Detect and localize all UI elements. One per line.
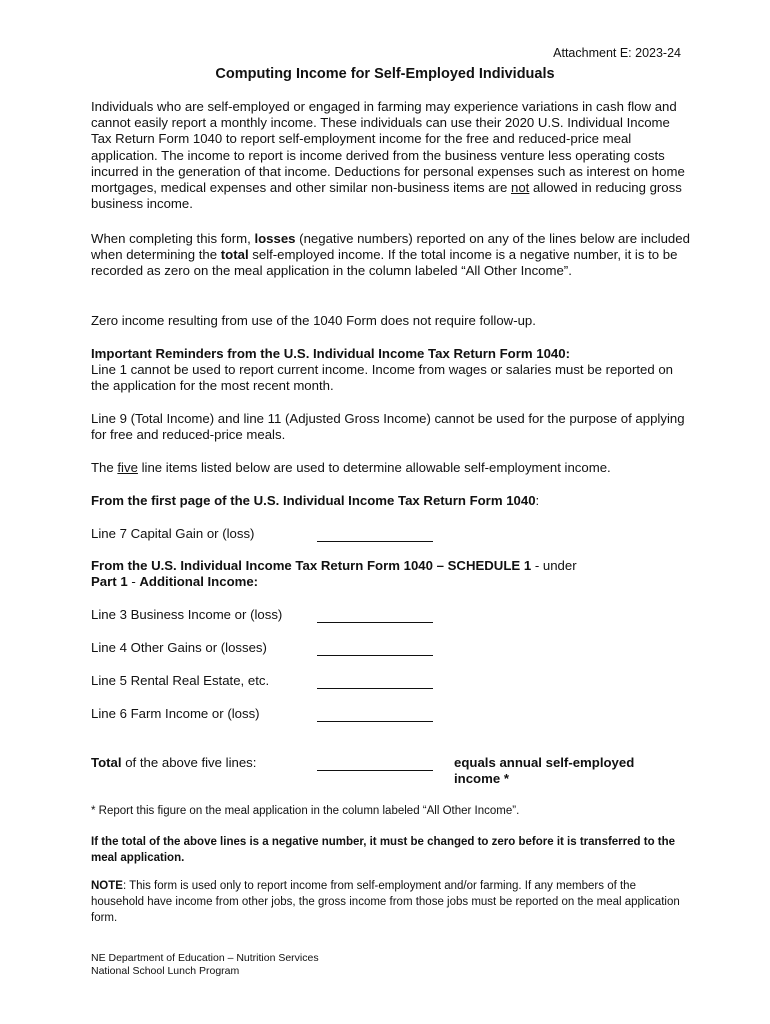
losses-text-b: (negative numbers) reported on any of the lines below are included when determining the	[91, 231, 690, 263]
line3-label: Line 3 Business Income or (loss)	[91, 607, 283, 622]
intro-text: Individuals who are self-employed or engaged in farming may experience variations in cash flow and cannot easily report a monthly income. These individuals can use their 2020 U.S. Individual Income Tax Return Form 1040 to report self-employment income for the free and reduced-price meal application. The income to report is income derived from the business venture less operating costs incurred in the generation of that income. Deductions for personal expenses such as interest on home mortgages, medical expenses and other similar non-business items are	[91, 99, 685, 196]
footer-line2: National School Lunch Program	[91, 964, 240, 977]
losses-paragraph	[91, 231, 691, 280]
first-page-heading	[91, 493, 691, 509]
line4-label: Line 4 Other Gains or (losses)	[91, 640, 267, 655]
total-bold: Total	[91, 755, 122, 770]
reminders-heading: Important Reminders from the U.S. Individual Income Tax Return Form 1040:	[91, 346, 570, 361]
intro-paragraph	[91, 99, 691, 212]
intro-text-end: allowed in reducing gross business income.	[91, 180, 682, 212]
first-page-colon: :	[535, 493, 540, 508]
line4-blank[interactable]	[317, 641, 433, 656]
line7-label: Line 7 Capital Gain or (loss)	[91, 526, 255, 541]
equals-line2: income *	[454, 771, 509, 787]
schedule-heading	[91, 558, 691, 590]
five-text-b: line items listed below are used to determine allowable self-employment income.	[137, 460, 611, 475]
losses-emphasis: losses	[254, 231, 296, 246]
negative-warning: If the total of the above lines is a negative number, it must be changed to zero before it is transferred to the meal application.	[91, 836, 676, 864]
total-rest: of the above five lines:	[121, 755, 257, 770]
reminder-line9: Line 9 (Total Income) and line 11 (Adjusted Gross Income) cannot be used for the purpose of applying for free and reduced-price meals.	[91, 411, 685, 443]
line5-blank[interactable]	[317, 674, 433, 689]
total-blank[interactable]	[317, 756, 433, 771]
part1-dash: -	[127, 574, 140, 590]
line5-label: Line 5 Rental Real Estate, etc.	[91, 673, 270, 688]
equals-line1: equals annual self-employed	[454, 755, 635, 770]
note-text: : This form is used only to report income from self-employment and/or farming. If any members of the household have income from other jobs, the gross income from those jobs must be reported on the meal application form.	[91, 880, 680, 924]
line6-blank[interactable]	[317, 707, 433, 722]
reminder-line1: Line 1 cannot be used to report current income. Income from wages or salaries must be reported on the application for the most recent month.	[91, 362, 674, 394]
five-text-a: The	[91, 460, 118, 475]
part1-title: Additional Income:	[139, 574, 259, 590]
page-title: Computing Income for Self-Employed Individuals	[215, 66, 555, 82]
five-emphasis: five	[117, 460, 138, 475]
total-label	[91, 755, 256, 770]
losses-text-a: When completing this form,	[91, 231, 255, 246]
footer-line1: NE Department of Education – Nutrition Services	[91, 952, 319, 964]
line6-label: Line 6 Farm Income or (loss)	[91, 706, 260, 721]
losses-text-c: self-employed income. If the total income is a negative number, it is to be recorded as zero on the meal application in the column labeled “All Other Income”.	[91, 247, 678, 279]
not-emphasis: not	[511, 180, 530, 196]
schedule-heading-text: From the U.S. Individual Income Tax Return Form 1040 – SCHEDULE 1	[91, 558, 532, 573]
part1-label: Part 1	[91, 574, 128, 590]
reminder-five-items	[91, 460, 691, 476]
equals-note	[454, 755, 634, 787]
total-emphasis: total	[220, 247, 249, 263]
note-label: NOTE	[91, 880, 123, 892]
first-page-heading-text: From the first page of the U.S. Individual Income Tax Return Form 1040	[91, 493, 536, 508]
line7-blank[interactable]	[317, 527, 433, 542]
attachment-label: Attachment E: 2023-24	[553, 46, 681, 60]
footnote: * Report this figure on the meal application in the column labeled “All Other Income”.	[91, 805, 520, 817]
note-paragraph	[91, 878, 691, 926]
line3-blank[interactable]	[317, 608, 433, 623]
zero-income-paragraph: Zero income resulting from use of the 1040 Form does not require follow-up.	[91, 313, 536, 328]
schedule-under: - under	[531, 558, 577, 573]
footer	[91, 952, 319, 977]
